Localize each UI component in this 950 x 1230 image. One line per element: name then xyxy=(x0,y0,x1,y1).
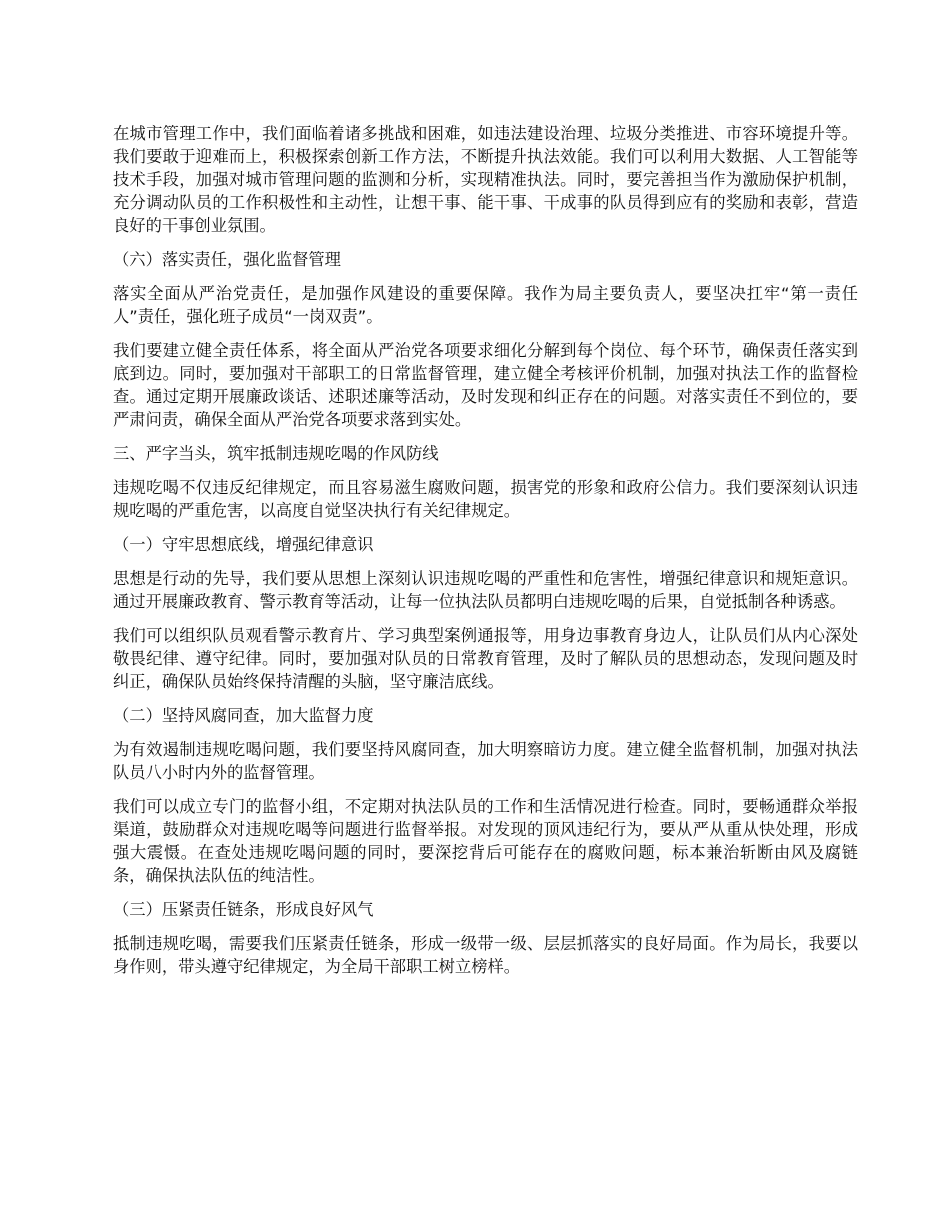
section-heading: （一）守牢思想底线，增强纪律意识 xyxy=(113,535,374,554)
paragraph: 我们要建立健全责任体系，将全面从严治党各项要求细化分解到每个岗位、每个环节，确保责任落实到底到边。同时，要加强对干部职工的日常监督管理，建立健全考核评价机制，加强对执法工作的监督检查。通过定期开展廉政谈话、述职述廉等活动，及时发现和纠正存在的问题。对落实责任不到位的，要严肃问责，确保全面从严治党各项要求落到实处。 xyxy=(113,341,858,429)
paragraph: 抵制违规吃喝，需要我们压紧责任链条，形成一级带一级、层层抓落实的良好局面。作为局长，我要以身作则，带头遵守纪律规定，为全局干部职工树立榜样。 xyxy=(113,934,858,976)
paragraph: 在城市管理工作中，我们面临着诸多挑战和困难，如违法建设治理、垃圾分类推进、市容环境提升等。我们要敢于迎难而上，积极探索创新工作方法，不断提升执法效能。我们可以利用大数据、人工智能等技术手段，加强对城市管理问题的监测和分析，实现精准执法。同时，要完善担当作为激励保护机制，充分调动队员的工作积极性和主动性，让想干事、能干事、干成事的队员得到应有的奖励和表彰，营造良好的干事创业氛围。 xyxy=(113,124,858,235)
paragraph: 为有效遏制违规吃喝问题，我们要坚持风腐同查，加大明察暗访力度。建立健全监督机制，加强对执法队员八小时内外的监督管理。 xyxy=(113,740,858,782)
section-heading: 三、严字当头，筑牢抵制违规吃喝的作风防线 xyxy=(113,444,439,463)
paragraph: 违规吃喝不仅违反纪律规定，而且容易滋生腐败问题，损害党的形象和政府公信力。我们要深刻认识违规吃喝的严重危害，以高度自觉坚决执行有关纪律规定。 xyxy=(113,478,858,520)
document-body xyxy=(113,122,858,989)
paragraph: 我们可以组织队员观看警示教育片、学习典型案例通报等，用身边事教育身边人，让队员们从内心深处敬畏纪律、遵守纪律。同时，要加强对队员的日常教育管理，及时了解队员的思想动态，发现问题及时纠正，确保队员始终保持清醒的头脑，坚守廉洁底线。 xyxy=(113,626,858,691)
paragraph: 落实全面从严治党责任，是加强作风建设的重要保障。我作为局主要负责人，要坚决扛牢“第一责任人”责任，强化班子成员“一岗双责”。 xyxy=(113,284,858,326)
section-heading: （六）落实责任，强化监督管理 xyxy=(113,250,341,269)
section-heading: （三）压紧责任链条，形成良好风气 xyxy=(113,900,374,919)
paragraph: 思想是行动的先导，我们要从思想上深刻认识违规吃喝的严重性和危害性，增强纪律意识和规矩意识。通过开展廉政教育、警示教育等活动，让每一位执法队员都明白违规吃喝的后果，自觉抵制各种诱惑。 xyxy=(113,569,858,611)
paragraph: 我们可以成立专门的监督小组，不定期对执法队员的工作和生活情况进行检查。同时，要畅通群众举报渠道，鼓励群众对违规吃喝等问题进行监督举报。对发现的顶风违纪行为，要从严从重从快处理，形成强大震慑。在查处违规吃喝问题的同时，要深挖背后可能存在的腐败问题，标本兼治斩断由风及腐链条，确保执法队伍的纯洁性。 xyxy=(113,797,858,885)
section-heading: （二）坚持风腐同查，加大监督力度 xyxy=(113,706,374,725)
